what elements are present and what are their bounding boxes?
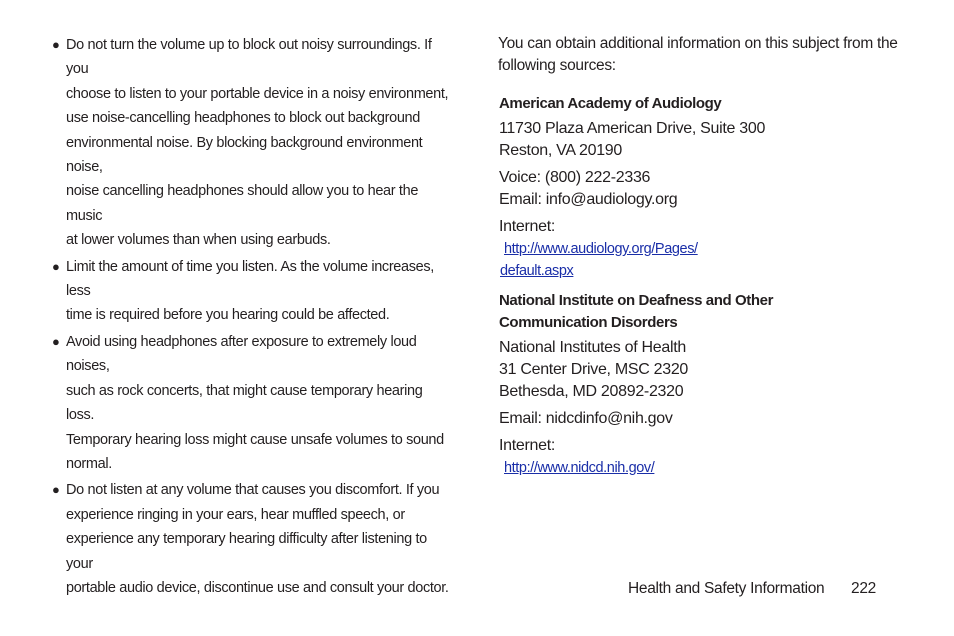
list-item xyxy=(52,478,452,600)
bullet-text: Do not listen at any volume that causes you discomfort. If you experience ringing in your ears, hear muffled speech, or experience any temporary hearing difficulty after listening to your portable audio device, discontinue use and consult your doctor. xyxy=(66,482,449,596)
org-contact xyxy=(499,408,918,430)
bullet-icon: ● xyxy=(52,258,60,274)
audiology-website-link[interactable]: http://www.audiology.org/Pages/ default.aspx xyxy=(500,241,698,279)
sources-intro: You can obtain additional information on this subject from the following sources: xyxy=(498,35,898,74)
email-address: Email: nidcdinfo@nih.gov xyxy=(499,410,673,427)
bullet-text: Avoid using headphones after exposure to extremely loud noises, such as rock concerts, that might cause temporary hearing loss. Temporary hearing loss might cause unsafe volumes to sound normal. xyxy=(66,333,444,472)
org-address: 11730 Plaza American Drive, Suite 300 Reston, VA 20190 xyxy=(499,120,766,159)
list-item xyxy=(52,255,452,328)
nidcd-website-link[interactable]: http://www.nidcd.nih.gov/ xyxy=(504,460,655,476)
page-number: 222 xyxy=(851,580,876,597)
bullet-text: Limit the amount of time you listen. As the volume increases, less time is required before you hearing could be affected. xyxy=(66,258,434,324)
bullet-icon: ● xyxy=(52,333,60,349)
hearing-tips-column xyxy=(52,33,452,602)
org-contact xyxy=(499,167,918,211)
information-sources-column xyxy=(498,33,918,487)
section-title: Health and Safety Information xyxy=(628,580,825,597)
bullet-icon: ● xyxy=(52,482,60,498)
org-name: American Academy of Audiology xyxy=(499,95,722,112)
bullet-icon: ● xyxy=(52,37,60,52)
org-address: National Institutes of Health 31 Center Drive, MSC 2320 Bethesda, MD 20892-2320 xyxy=(499,339,689,400)
voice-number: Voice: (800) 222-2336 xyxy=(499,169,651,186)
hearing-tips-list xyxy=(52,33,452,600)
org-nidcd xyxy=(498,290,918,479)
internet-label: Internet: xyxy=(499,218,556,235)
org-name: National Institute on Deafness and Other Communication Disorders xyxy=(499,292,774,331)
email-address: Email: info@audiology.org xyxy=(499,191,678,208)
list-item xyxy=(52,33,452,253)
list-item xyxy=(52,330,452,476)
org-american-academy-of-audiology xyxy=(498,93,918,282)
internet-label: Internet: xyxy=(499,437,556,454)
bullet-text: Do not turn the volume up to block out noisy surroundings. If you choose to listen to your portable device in a noisy environment, use noise-cancelling headphones to block out background environmental noise. By blocking background environment noise, noise cancelling headphones should allow you to hear the music at lower volumes than when using earbuds. xyxy=(66,37,449,249)
